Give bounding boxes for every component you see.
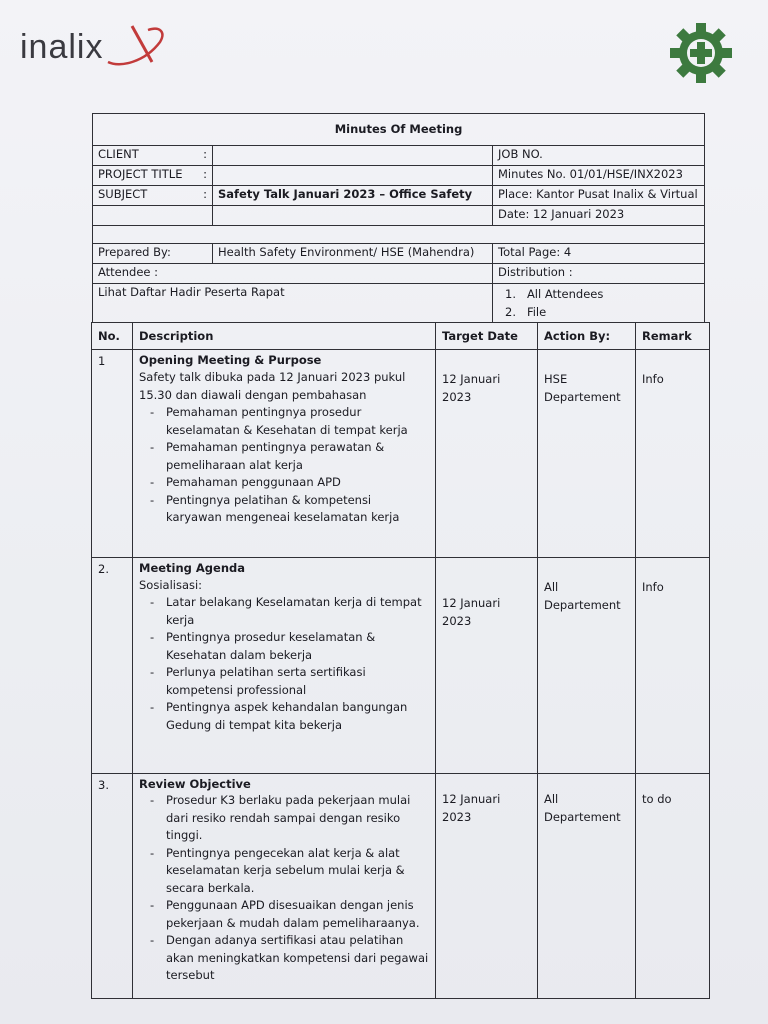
distribution-label: Distribution : <box>493 264 705 284</box>
action-by: All Departement <box>538 558 636 774</box>
target-date: 12 Januari 2023 <box>436 558 538 774</box>
job-no: JOB NO. <box>493 146 705 166</box>
list-item: - Latar belakang Keselamatan kerja di tempat kerja <box>147 594 429 629</box>
client-value <box>213 146 493 166</box>
action-by: HSE Departement <box>538 350 636 558</box>
agenda-table <box>91 322 709 999</box>
column-header-action-by: Action By: <box>538 323 636 350</box>
attendee-label: Attendee : <box>93 264 493 284</box>
project-title-label: PROJECT TITLE : <box>93 166 213 186</box>
table-row <box>92 350 710 558</box>
row-description <box>133 350 436 558</box>
table-row <box>92 774 710 999</box>
section-intro: Safety talk dibuka pada 12 Januari 2023 pukul 15.30 dan diawali dengan pembahasan <box>139 370 406 402</box>
spacer-row <box>93 226 705 244</box>
list-item: - Pemahaman pentingnya perawatan & pemeliharaan alat kerja <box>147 439 429 474</box>
client-label: CLIENT : <box>93 146 213 166</box>
row-number: 2. <box>92 558 133 774</box>
list-item: - Prosedur K3 berlaku pada pekerjaan mulai dari resiko rendah sampai dengan resiko tinggi. <box>147 792 429 845</box>
subject-label: SUBJECT : <box>93 186 213 206</box>
minutes-no: Minutes No. 01/01/HSE/INX2023 <box>493 166 705 186</box>
subject-value: Safety Talk Januari 2023 – Office Safety <box>213 186 493 206</box>
action-by: All Departement <box>538 774 636 999</box>
target-date: 12 Januari 2023 <box>436 774 538 999</box>
table-header-row <box>92 323 710 350</box>
bullet-list <box>139 404 429 527</box>
row-description <box>133 558 436 774</box>
list-item: - Pentingnya pelatihan & kompetensi karyawan mengeneai keselamatan kerja <box>147 492 429 527</box>
distribution-list <box>493 284 705 323</box>
date: Date: 12 Januari 2023 <box>493 206 705 226</box>
document-title: Minutes Of Meeting <box>93 114 705 146</box>
list-item: - Pemahaman penggunaan APD <box>147 474 429 492</box>
list-item: - Pentingnya aspek kehandalan bangungan Gedung di tempat kita bekerja <box>147 699 429 734</box>
empty-cell <box>213 206 493 226</box>
list-item: - Pentingnya prosedur keselamatan & Kesehatan dalam bekerja <box>147 629 429 664</box>
logo-text: inalix <box>20 28 104 66</box>
prepared-by-value: Health Safety Environment/ HSE (Mahendra) <box>213 244 493 264</box>
remark: to do <box>636 774 710 999</box>
column-header-description: Description <box>133 323 436 350</box>
row-description <box>133 774 436 999</box>
section-title: Meeting Agenda <box>139 561 246 575</box>
section-title: Review Objective <box>139 777 251 791</box>
target-date: 12 Januari 2023 <box>436 350 538 558</box>
attendee-value: Lihat Daftar Hadir Peserta Rapat <box>93 284 493 323</box>
list-item: - Perlunya pelatihan serta sertifikasi kompetensi professional <box>147 664 429 699</box>
list-item: - Penggunaan APD disesuaikan dengan jenis pekerjaan & mudah dalam pemeliharaanya. <box>147 897 429 932</box>
section-intro: Sosialisasi: <box>139 578 203 592</box>
distribution-item: 1. All Attendees <box>505 287 604 301</box>
bullet-list <box>139 594 429 734</box>
empty-cell <box>93 206 213 226</box>
column-header-no: No. <box>92 323 133 350</box>
meeting-header <box>92 113 704 323</box>
prepared-by-label: Prepared By: <box>93 244 213 264</box>
remark: Info <box>636 350 710 558</box>
bullet-list <box>139 792 429 985</box>
column-header-target-date: Target Date <box>436 323 538 350</box>
list-item: - Dengan adanya sertifikasi atau pelatihan akan meningkatkan kompetensi dari pegawai tersebut <box>147 932 429 985</box>
inalix-logo <box>20 22 170 72</box>
project-title-value <box>213 166 493 186</box>
safety-gear-cross-icon <box>666 20 736 86</box>
list-item: - Pemahaman pentingnya prosedur keselamatan & Kesehatan di tempat kerja <box>147 404 429 439</box>
table-row <box>92 558 710 774</box>
row-number: 1 <box>92 350 133 558</box>
section-title: Opening Meeting & Purpose <box>139 353 322 367</box>
place: Place: Kantor Pusat Inalix & Virtual <box>493 186 705 206</box>
row-number: 3. <box>92 774 133 999</box>
column-header-remark: Remark <box>636 323 710 350</box>
total-page: Total Page: 4 <box>493 244 705 264</box>
list-item: - Pentingnya pengecekan alat kerja & alat keselamatan kerja sebelum mulai kerja & secara berkala. <box>147 845 429 898</box>
remark: Info <box>636 558 710 774</box>
distribution-item: 2. File <box>505 305 547 319</box>
